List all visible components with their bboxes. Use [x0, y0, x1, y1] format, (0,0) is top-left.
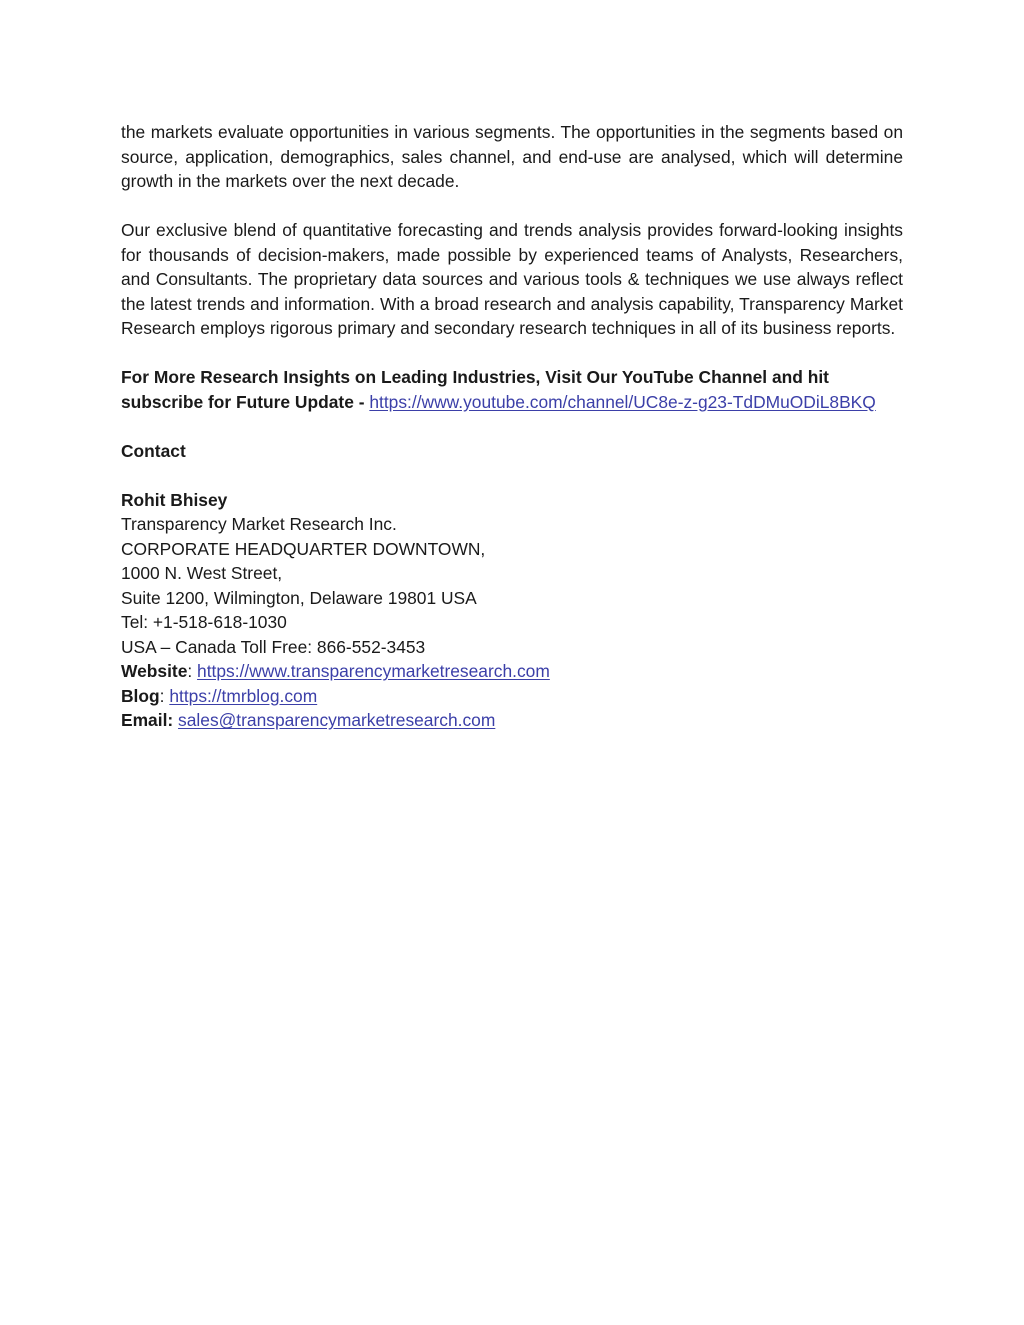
contact-hq: CORPORATE HEADQUARTER DOWNTOWN, [121, 538, 486, 559]
contact-street: 1000 N. West Street, [121, 563, 283, 583]
website-link[interactable]: https://www.transparencymarketresearch.com [197, 661, 550, 681]
contact-tel: Tel: +1-518-618-1030 [121, 612, 287, 632]
contact-toll-free: USA – Canada Toll Free: 866-552-3453 [121, 636, 426, 657]
contact-suite: Suite 1200, Wilmington, Delaware 19801 USA [121, 587, 477, 608]
contact-email-row [121, 708, 903, 733]
youtube-prompt: For More Research Insights on Leading Industries, Visit Our YouTube Channel and hit subscribe for Future Update - [121, 367, 829, 412]
document-page [121, 120, 903, 733]
contact-website-row [121, 659, 903, 684]
website-label: Website [121, 661, 188, 681]
website-separator: : [187, 661, 198, 681]
blog-label: Blog [121, 685, 160, 706]
contact-company: Transparency Market Research Inc. [121, 514, 397, 534]
blog-link[interactable]: https://tmrblog.com [169, 685, 318, 706]
contact-heading: Contact [121, 440, 186, 461]
contact-blog-row [121, 684, 903, 709]
youtube-callout [121, 365, 903, 414]
blog-separator: : [159, 685, 170, 706]
methodology-paragraph: Our exclusive blend of quantitative forecasting and trends analysis provides forward-looking insights for thousands of decision-makers, made possible by experienced teams of Analysts, Researchers, and Consultants. The proprietary data sources and various tools & techniques we use always reflect the latest trends and information. With a broad research and analysis capability, Transparency Market Research employs rigorous primary and secondary research techniques in all of its business reports. [121, 220, 903, 338]
contact-details [121, 488, 903, 733]
youtube-channel-link[interactable]: https://www.youtube.com/channel/UC8e-z-g23-TdDMuODiL8BKQ [369, 391, 876, 412]
intro-paragraph: the markets evaluate opportunities in various segments. The opportunities in the segments based on source, application, demographics, sales channel, and end-use are analysed, which will determine growth in the markets over the next decade. [121, 122, 903, 191]
contact-name: Rohit Bhisey [121, 489, 228, 510]
email-link[interactable]: sales@transparencymarketresearch.com [178, 710, 496, 730]
email-label: Email: [121, 710, 174, 730]
